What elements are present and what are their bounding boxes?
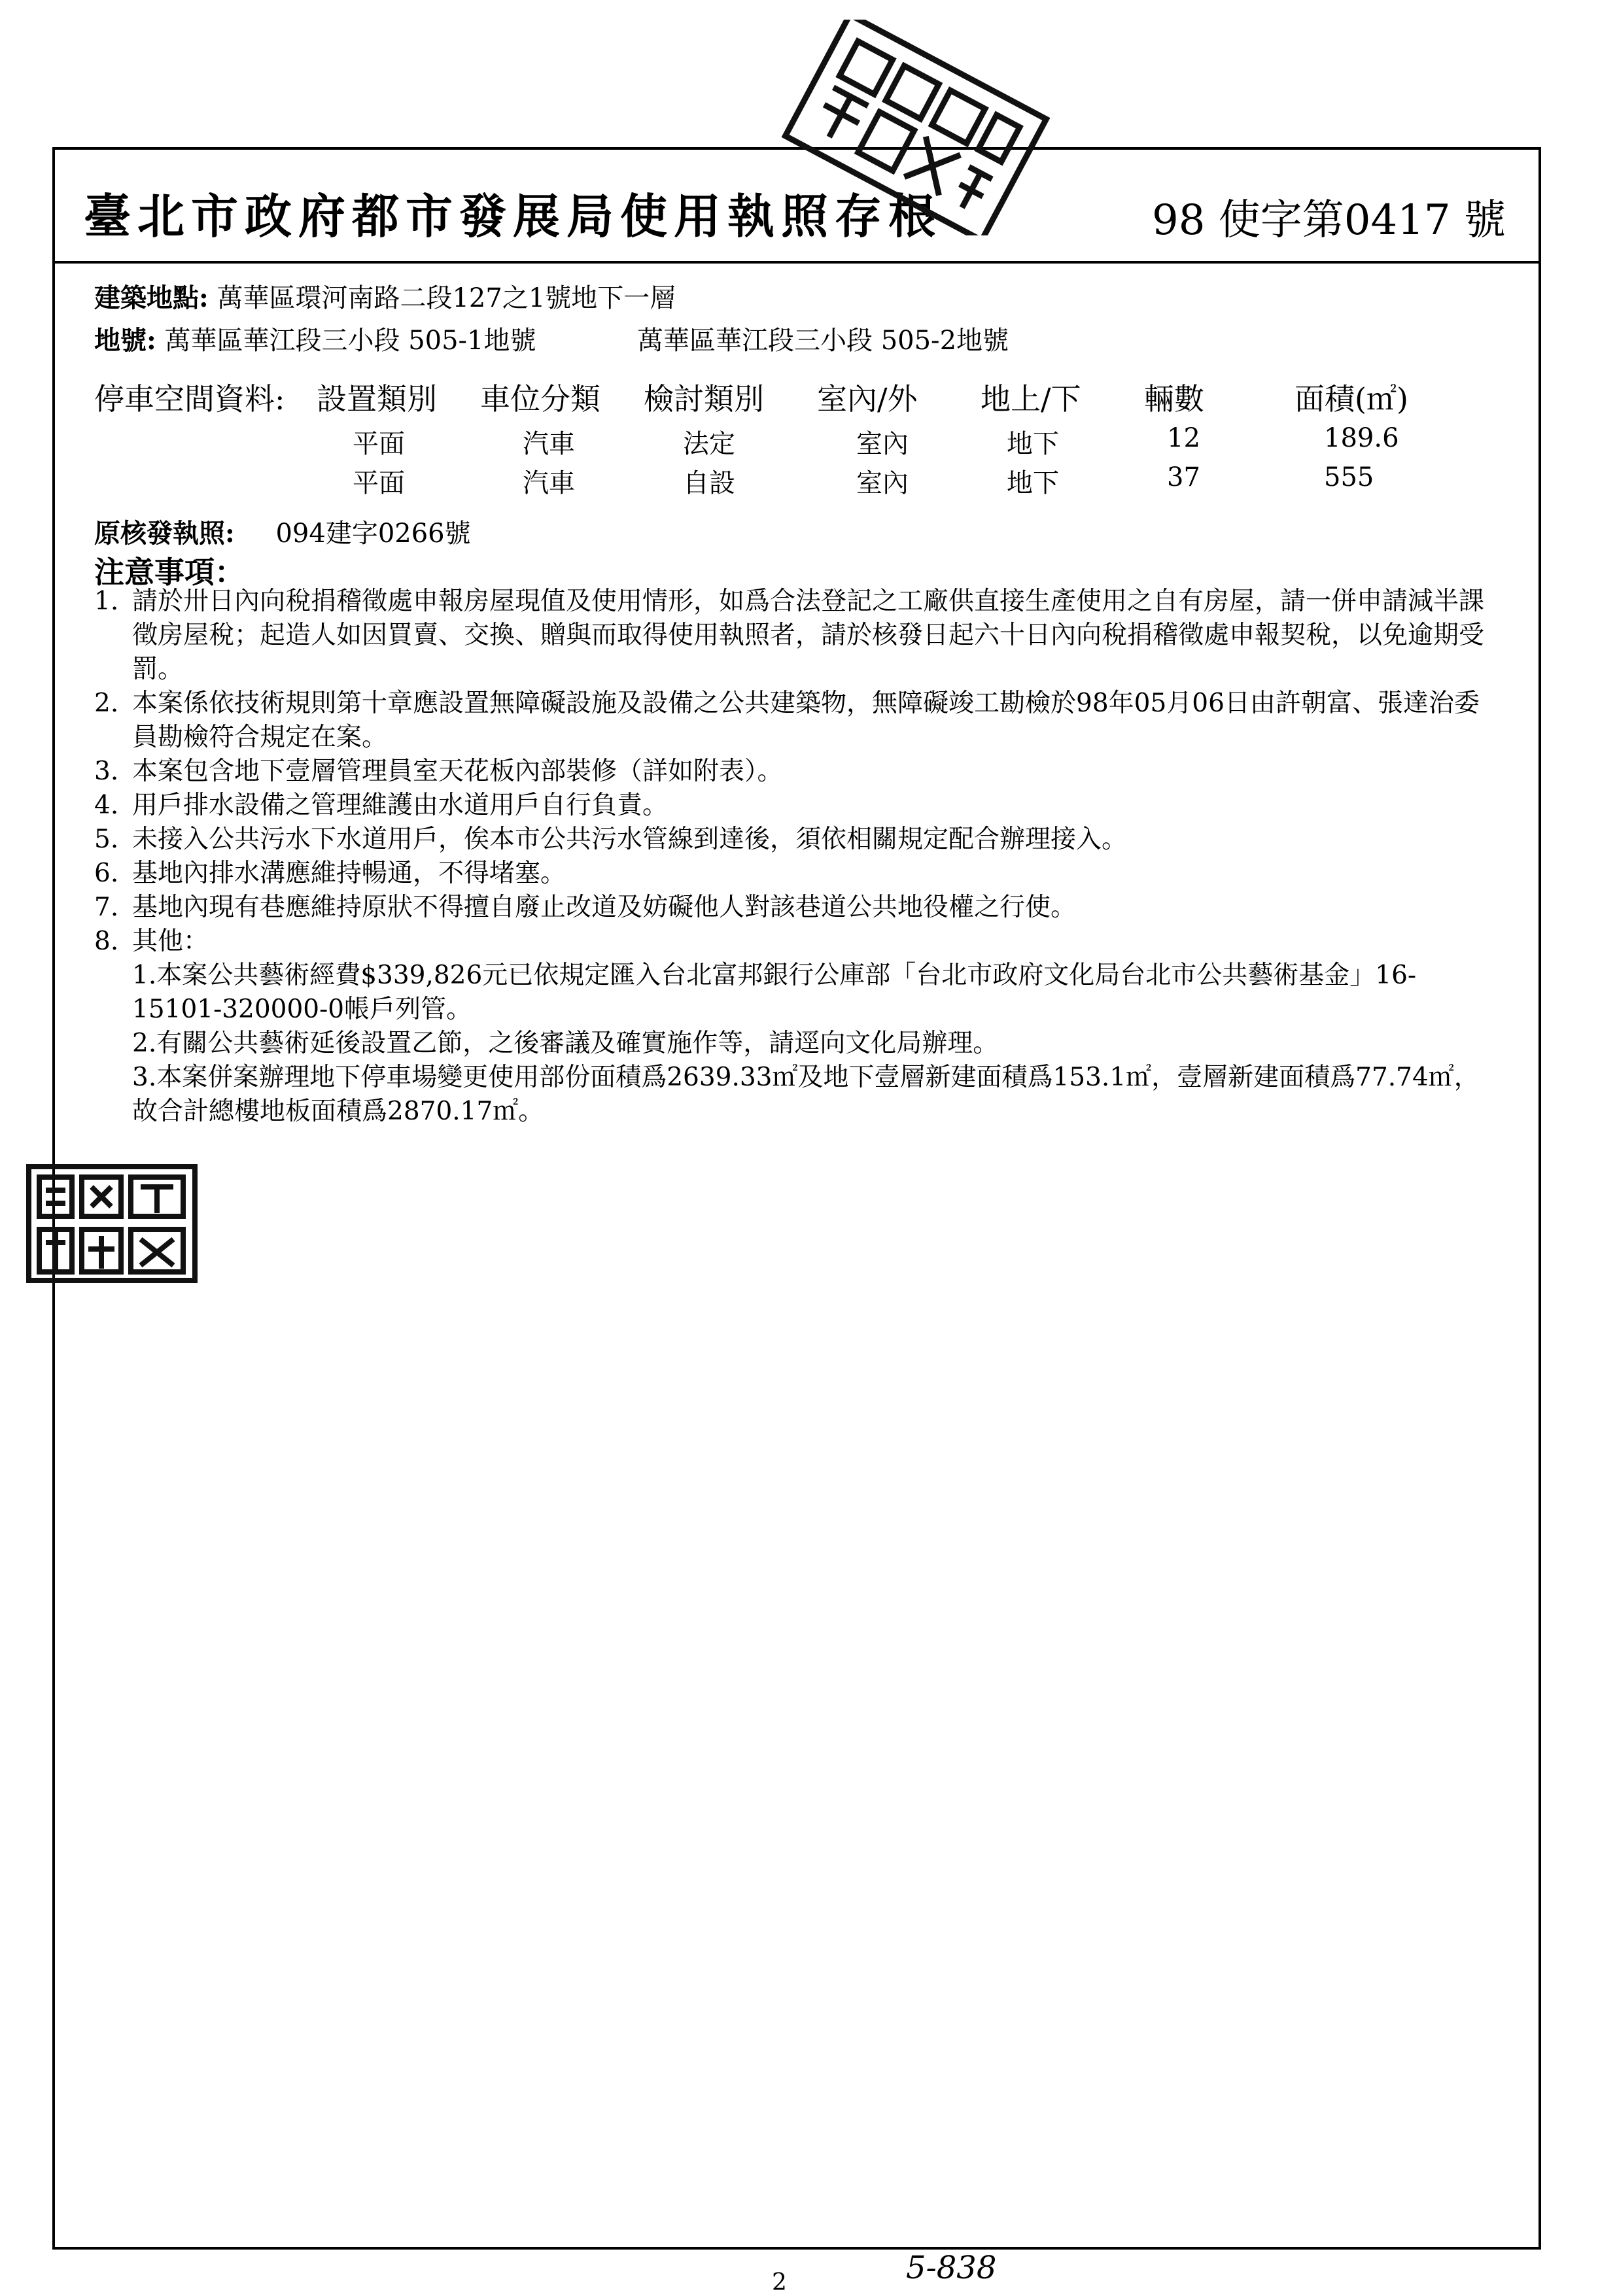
note-item (94, 891, 1501, 925)
lot-label: 地號: (94, 325, 156, 356)
parking-col-area: 面積(㎡) (1295, 381, 1408, 417)
note-item (94, 925, 1501, 959)
note-number: 8. (94, 927, 119, 956)
page-number: 2 (772, 2269, 787, 2296)
note-item (94, 789, 1501, 823)
note-number: 2. (94, 689, 119, 718)
note-text: 本案係依技術規則第十章應設置無障礙設施及設備之公共建築物，無障礙竣工勘檢於98年05月06日由許朝富、張達治委員勘檢符合規定在案。 (132, 689, 1480, 752)
original-permit-line (94, 513, 471, 550)
note-number: 5. (94, 825, 119, 854)
original-permit-label: 原核發執照: (94, 518, 235, 549)
note-number: 6. (94, 859, 119, 888)
document-frame (52, 147, 1541, 2250)
parking-cell: 汽車 (523, 468, 575, 498)
lot-value-2: 萬華區華江段三小段 505-2地號 (637, 326, 1009, 356)
parking-cell: 汽車 (523, 429, 575, 459)
note-text: 其他： (132, 927, 209, 956)
other-item: 3.本案併案辦理地下停車場變更使用部份面積爲2639.33㎡及地下壹層新建面積爲153.1㎡，壹層新建面積爲77.74㎡，故合計總樓地板面積爲2870.17㎡。 (132, 1063, 1480, 1126)
parking-cell: 37 (1167, 462, 1200, 492)
note-text: 請於卅日內向稅捐稽徵處申報房屋現值及使用情形，如爲合法登記之工廠供直接生產使用之自有房屋，請一併申請減半課徵房屋稅；起造人如因買賣、交換、贈與而取得使用執照者，請於核發日起六十日內向稅捐稽徵處申報契稅，以免逾期受罰。 (132, 587, 1485, 684)
parking-cell: 12 (1167, 423, 1200, 453)
parking-cell: 地下 (1007, 429, 1059, 459)
archive-mark: 5-838 (906, 2250, 997, 2286)
address-line (94, 277, 676, 315)
note-item (94, 585, 1501, 687)
note-number: 1. (94, 587, 119, 616)
note-item (94, 857, 1501, 891)
note-number: 3. (94, 757, 119, 786)
note-number: 7. (94, 893, 119, 922)
lot-value-1: 萬華區華江段三小段 505-1地號 (164, 326, 536, 356)
parking-cell: 平面 (353, 468, 405, 498)
other-item: 1.本案公共藝術經費$339,826元已依規定匯入台北富邦銀行公庫部「台北市政府文化局台北市公共藝術基金」16-15101-320000-0帳戶列管。 (132, 961, 1417, 1024)
note-text: 用戶排水設備之管理維護由水道用戶自行負責。 (132, 791, 669, 820)
parking-cell: 室內 (856, 429, 909, 459)
parking-col-level: 地上/下 (981, 381, 1081, 417)
note-number: 4. (94, 791, 119, 820)
parking-row (94, 423, 1468, 459)
parking-label: 停車空間資料: (94, 381, 285, 417)
parking-cell: 555 (1324, 462, 1374, 492)
parking-col-indoor: 室內/外 (817, 381, 918, 417)
notes-title-text: 注意事項： (94, 555, 245, 590)
parking-cell: 自設 (683, 468, 735, 498)
parking-col-review: 檢討類別 (644, 381, 764, 417)
lot-line (94, 320, 536, 357)
note-item (94, 823, 1501, 857)
note-item (94, 687, 1501, 755)
note-text: 本案包含地下壹層管理員室天花板內部裝修（詳如附表）。 (132, 757, 783, 786)
note-item (94, 755, 1501, 789)
official-seal-stamp-top (765, 20, 1066, 235)
note-text: 未接入公共污水下水道用戶，俟本市公共污水管線到達後，須依相關規定配合辦理接入。 (132, 825, 1128, 854)
parking-col-class: 車位分類 (480, 381, 600, 417)
lot-line-2 (637, 320, 1009, 357)
parking-cell: 189.6 (1324, 423, 1399, 453)
notes-list (94, 585, 1501, 1129)
page-title: 臺北市政府都市發展局使用執照存根 (84, 188, 943, 244)
parking-col-count: 輛數 (1144, 381, 1204, 417)
parking-row (94, 462, 1468, 498)
other-item: 2.有關公共藝術延後設置乙節，之後審議及確實施作等，請逕向文化局辦理。 (132, 1029, 999, 1058)
note-text: 基地內現有巷應維持原狀不得擅自廢止改道及妨礙他人對該巷道公共地役權之行使。 (132, 893, 1077, 922)
official-seal-stamp-left (26, 1164, 198, 1283)
parking-cell: 地下 (1007, 468, 1059, 498)
parking-cell: 法定 (683, 429, 735, 459)
parking-header (94, 375, 1468, 415)
address-label: 建築地點: (94, 283, 209, 313)
permit-number: 98 使字第0417 號 (1152, 196, 1506, 245)
parking-cell: 平面 (353, 429, 405, 459)
original-permit-value: 094建字0266號 (275, 519, 471, 549)
parking-col-type: 設置類別 (317, 381, 437, 417)
parking-cell: 室內 (856, 468, 909, 498)
note-text: 基地內排水溝應維持暢通，不得堵塞。 (132, 859, 566, 888)
address-value: 萬華區環河南路二段127之1號地下一層 (217, 283, 676, 313)
